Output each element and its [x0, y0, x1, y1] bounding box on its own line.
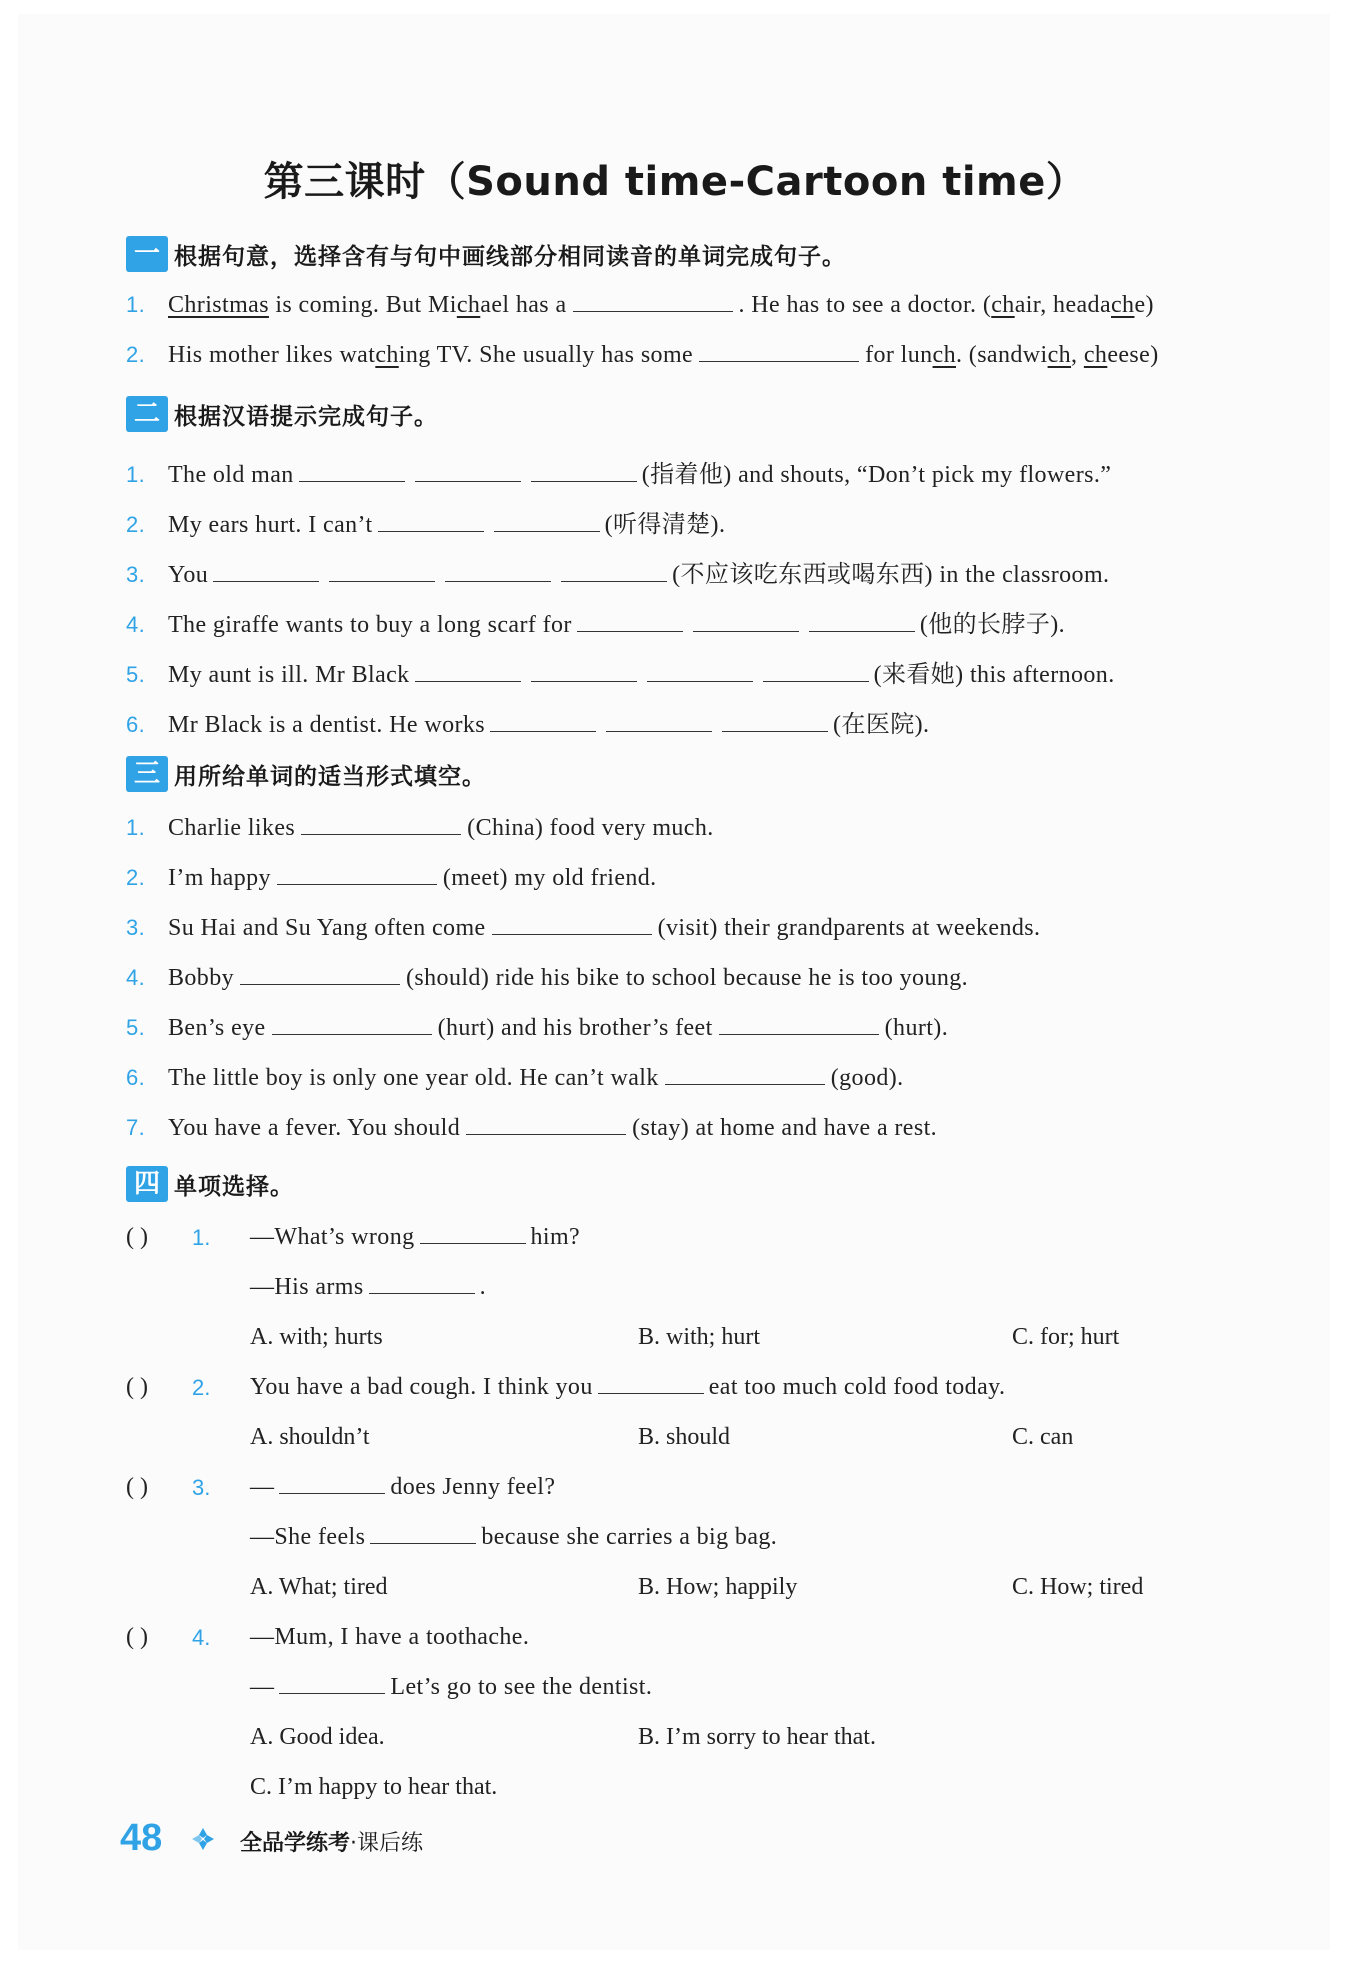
text: You have a fever. You should	[168, 1115, 461, 1141]
p3-question-4	[126, 965, 968, 992]
question-number: 6.	[126, 1065, 146, 1090]
text: eese)	[1107, 342, 1159, 368]
underlined-letters: ch	[932, 342, 956, 368]
option-c[interactable]: C. can	[1012, 1424, 1074, 1450]
text: His mother likes wat	[168, 342, 376, 368]
underlined-letters: ch	[456, 292, 481, 318]
text: . (sandwi	[956, 342, 1048, 368]
mc-q1-line-1	[250, 1224, 580, 1251]
text: Bobby	[168, 965, 235, 991]
text: I’m happy	[168, 865, 271, 891]
option-b[interactable]: B. should	[638, 1424, 731, 1450]
answer-blank[interactable]	[598, 1375, 704, 1394]
text: —	[250, 1674, 275, 1700]
mc-q4-line-1	[250, 1624, 529, 1651]
footer-brand	[240, 1826, 423, 1857]
mc-q2-line-1	[250, 1374, 1005, 1401]
answer-blank[interactable]	[573, 293, 733, 312]
option-c[interactable]: C. I’m happy to hear that.	[250, 1774, 498, 1800]
text: ael has a	[480, 292, 567, 318]
text: (should) ride his bike to school because he is too young.	[406, 965, 969, 991]
underlined-letters: ch	[375, 342, 399, 368]
text: —His arms	[250, 1274, 364, 1300]
answer-blank[interactable]	[240, 966, 400, 985]
answer-blank[interactable]	[369, 1275, 475, 1294]
answer-blank[interactable]	[763, 663, 869, 682]
text: (meet) my old friend.	[442, 865, 657, 891]
answer-blank[interactable]	[415, 663, 521, 682]
answer-blank[interactable]	[299, 463, 405, 482]
text: The giraffe wants to buy a long scarf for	[168, 612, 572, 638]
section-instruction: 用所给单词的适当形式填空。	[174, 763, 486, 790]
section-2-header	[126, 396, 438, 432]
question-number: 2.	[126, 865, 146, 890]
option-a[interactable]: A. Good idea.	[250, 1724, 385, 1750]
brand-name: 全品学练考	[240, 1831, 351, 1856]
answer-blank[interactable]	[420, 1225, 526, 1244]
text: Ben’s eye	[168, 1015, 266, 1041]
answer-blank[interactable]	[213, 563, 319, 582]
answer-bracket[interactable]: ( )	[126, 1224, 148, 1250]
answer-blank[interactable]	[719, 1016, 879, 1035]
answer-blank[interactable]	[492, 916, 652, 935]
answer-blank[interactable]	[647, 663, 753, 682]
text: Charlie likes	[168, 815, 296, 841]
question-number: 2.	[126, 342, 146, 367]
question-number: 4.	[126, 612, 146, 637]
text: eat too much cold food today.	[708, 1374, 1006, 1400]
page-title: 第三课时（Sound time-Cartoon time）	[263, 159, 1087, 205]
mc-q4-line-2	[250, 1674, 652, 1701]
p3-question-7	[126, 1115, 937, 1142]
text: Mr Black is a dentist. He works	[168, 712, 486, 738]
p2-question-2	[126, 504, 725, 539]
text: My aunt is ill. Mr Black	[168, 662, 410, 688]
answer-blank[interactable]	[693, 613, 799, 632]
answer-blank[interactable]	[272, 1016, 432, 1035]
answer-blank[interactable]	[490, 713, 596, 732]
option-b[interactable]: B. How; happily	[638, 1574, 798, 1600]
answer-blank[interactable]	[809, 613, 915, 632]
p2-question-5	[126, 654, 1115, 689]
separator: ·	[350, 1831, 358, 1856]
answer-blank[interactable]	[378, 513, 484, 532]
question-number: 3.	[192, 1475, 211, 1500]
text: (指着他) and shouts, “Don’t pick my flowers.”	[641, 462, 1112, 488]
section-number-badge: 四	[126, 1166, 168, 1202]
text: Let’s go to see the dentist.	[390, 1674, 653, 1700]
answer-blank[interactable]	[415, 463, 521, 482]
question-number: 5.	[126, 1015, 146, 1040]
underlined-letters: ch	[1047, 342, 1072, 368]
answer-blank[interactable]	[699, 343, 859, 362]
mc-q3-line-2	[250, 1524, 777, 1551]
answer-blank[interactable]	[531, 463, 637, 482]
question-number: 1.	[192, 1225, 211, 1250]
mc-q3-line-1	[250, 1474, 555, 1501]
question-number: 2.	[126, 512, 146, 537]
question-number: 6.	[126, 712, 146, 737]
option-c[interactable]: C. How; tired	[1012, 1574, 1144, 1600]
section-instruction: 单项选择。	[174, 1173, 294, 1200]
p3-question-3	[126, 915, 1040, 942]
clover-icon	[190, 1826, 216, 1852]
option-a[interactable]: A. with; hurts	[250, 1324, 383, 1350]
answer-blank[interactable]	[561, 563, 667, 582]
section-number-badge: 一	[126, 236, 168, 272]
text: because she carries a big bag.	[481, 1524, 778, 1550]
text: —What’s wrong	[250, 1224, 415, 1250]
question-number: 3.	[126, 562, 146, 587]
text: .	[479, 1274, 486, 1300]
option-b[interactable]: B. I’m sorry to hear that.	[638, 1724, 876, 1750]
p3-question-6	[126, 1065, 904, 1092]
text: (来看她) this afternoon.	[873, 662, 1115, 688]
answer-blank[interactable]	[445, 563, 551, 582]
question-number: 1.	[126, 815, 146, 840]
question-number: 3.	[126, 915, 146, 940]
text: for lun	[865, 342, 933, 368]
answer-blank[interactable]	[301, 816, 461, 835]
page-number: 48	[120, 1817, 163, 1859]
question-number: 4.	[126, 965, 146, 990]
p3-question-2	[126, 865, 657, 892]
option-a[interactable]: A. What; tired	[250, 1574, 388, 1600]
text: (stay) at home and have a rest.	[632, 1115, 938, 1141]
section-number-badge: 三	[126, 756, 168, 792]
answer-bracket[interactable]: ( )	[126, 1374, 148, 1400]
text: (China) food very much.	[467, 815, 714, 841]
section-3-header	[126, 756, 486, 792]
text: The little boy is only one year old. He can’t walk	[168, 1065, 659, 1091]
section-instruction: 根据汉语提示完成句子。	[174, 403, 438, 430]
question-number: 5.	[126, 662, 146, 687]
answer-blank[interactable]	[665, 1066, 825, 1085]
underlined-word: Christmas	[168, 292, 269, 318]
text: (他的长脖子).	[919, 612, 1066, 638]
text: does Jenny feel?	[390, 1474, 556, 1500]
text: . He has to see a doctor. (	[738, 292, 992, 318]
question-number: 1.	[126, 292, 146, 317]
answer-blank[interactable]	[370, 1525, 476, 1544]
p2-question-4	[126, 604, 1065, 639]
underlined-letters: ch	[991, 292, 1015, 318]
section-instruction: 根据句意，选择含有与句中画线部分相同读音的单词完成句子。	[174, 243, 846, 270]
answer-blank[interactable]	[277, 866, 437, 885]
text: (在医院).	[833, 712, 930, 738]
text: You have a bad cough. I think you	[250, 1374, 593, 1400]
question-number: 2.	[192, 1375, 211, 1400]
text: Su Hai and Su Yang often come	[168, 915, 486, 941]
answer-blank[interactable]	[279, 1475, 385, 1494]
answer-blank[interactable]	[279, 1675, 385, 1694]
answer-blank[interactable]	[577, 613, 683, 632]
answer-blank[interactable]	[722, 713, 828, 732]
text: e)	[1134, 292, 1154, 318]
option-b[interactable]: B. with; hurt	[638, 1324, 761, 1350]
text: (good).	[830, 1065, 904, 1091]
section-number-badge: 二	[126, 396, 168, 432]
text: ing TV. She usually has some	[398, 342, 694, 368]
p1-question-1	[126, 292, 1154, 319]
mc-q1-line-2	[250, 1274, 486, 1301]
question-number: 1.	[126, 462, 146, 487]
option-c[interactable]: C. for; hurt	[1012, 1324, 1120, 1350]
section-1-header	[126, 236, 846, 272]
question-number: 4.	[192, 1625, 211, 1650]
text: (不应该吃东西或喝东西) in the classroom.	[672, 562, 1110, 588]
answer-blank[interactable]	[531, 663, 637, 682]
p2-question-6	[126, 704, 929, 739]
text: is coming. But Mi	[268, 292, 457, 318]
underlined-letters: ch	[1111, 292, 1135, 318]
text: You	[168, 562, 209, 588]
text: —Mum, I have a toothache.	[250, 1624, 530, 1650]
answer-blank[interactable]	[494, 513, 600, 532]
text: (visit) their grandparents at weekends.	[657, 915, 1041, 941]
question-number: 7.	[126, 1115, 146, 1140]
p1-question-2	[126, 342, 1159, 369]
text: My ears hurt. I can’t	[168, 512, 373, 538]
text: him?	[530, 1224, 581, 1250]
answer-bracket[interactable]: ( )	[126, 1624, 148, 1650]
p2-question-3	[126, 554, 1109, 589]
text: The old man	[168, 462, 294, 488]
option-a[interactable]: A. shouldn’t	[250, 1424, 370, 1450]
answer-blank[interactable]	[329, 563, 435, 582]
text: —	[250, 1474, 275, 1500]
section-4-header	[126, 1166, 294, 1202]
answer-bracket[interactable]: ( )	[126, 1474, 148, 1500]
p2-question-1	[126, 454, 1111, 489]
p3-question-5	[126, 1015, 948, 1042]
p3-question-1	[126, 815, 714, 842]
text: (hurt) and his brother’s feet	[437, 1015, 713, 1041]
underlined-letters: ch	[1083, 342, 1108, 368]
text: (hurt).	[884, 1015, 949, 1041]
text: (听得清楚).	[604, 512, 726, 538]
answer-blank[interactable]	[606, 713, 712, 732]
brand-sub: 课后练	[357, 1831, 424, 1856]
answer-blank[interactable]	[466, 1116, 626, 1135]
text: air, heada	[1014, 292, 1111, 318]
text: —She feels	[250, 1524, 366, 1550]
text: ,	[1071, 342, 1084, 368]
